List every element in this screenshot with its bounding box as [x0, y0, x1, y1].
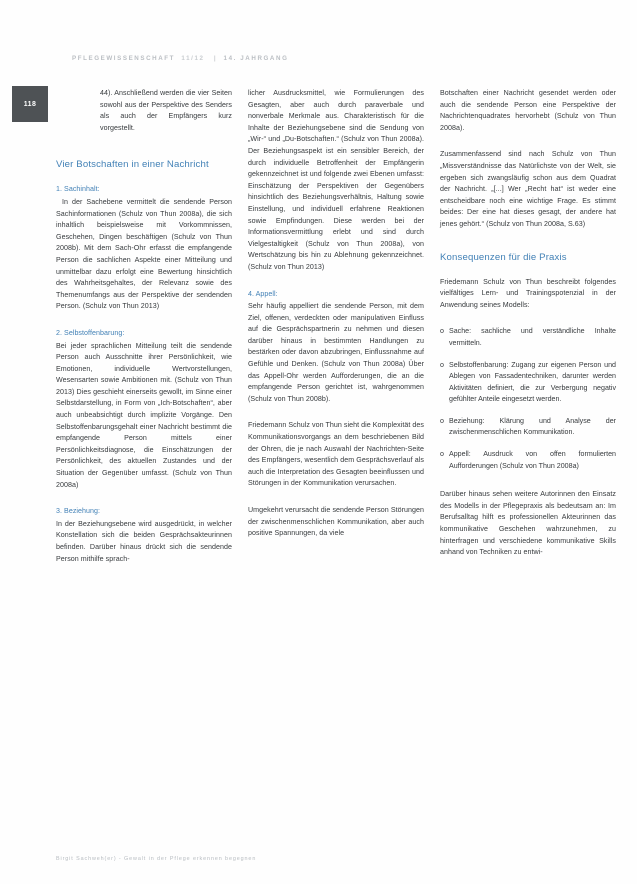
footer-credit: Birgit Sachweh(er) - Gewalt in der Pflege erkennen begegnen — [56, 856, 257, 862]
list-item-label: Selbstoffenbarung: Zugang zur eigenen Person und Ablegen von Fassadentechniken, darunter werden Aktivitäten definiert, die zur Verbergung negativ gefühlter Anteile eingesetzt werden. — [449, 360, 616, 404]
list-item — [440, 326, 616, 349]
bullet-marker-icon: o — [440, 360, 444, 369]
paragraph-darueber-hinaus: Darüber hinaus sehen weitere Autorinnen den Einsatz des Modells in der Pflegepraxis als bedeutsam an: Im Berufsalltag hilft es professionellen Akteurinnen das kommunikative Geschehen wahrzunehmen, zu hinterfragen und verschiedene kommunikative Skills anhand von Techniken zu entwi- — [440, 490, 616, 557]
heading-konsequenzen-praxis: Konsequenzen für die Praxis — [440, 251, 567, 263]
bullet-marker-icon: o — [440, 416, 444, 425]
running-head-journal: PFLEGEWISSENSCHAFT — [72, 55, 176, 62]
running-head-issue: 11/12 — [181, 55, 205, 62]
list-item — [440, 449, 616, 472]
heading-vier-botschaften: Vier Botschaften in einer Nachricht — [56, 159, 209, 171]
bullet-marker-icon: o — [440, 327, 444, 336]
paragraph-sachinhalt: In der Sachebene vermittelt die sendende Person Sachinformationen (Schulz von Thun 2008a), die sich inhaltlich beispielsweise mit Vorkommnissen, Geschehen, Dingen beschäftigen (Schulz von Thun 2008b). Mit dem Sach-Ohr erfasst die empfangende Person die sachlichen Aspekte einer Mitteilung und unmittelbar dazu erfolgt eine Bewertung hinsichtlich des Wahrheitsgehaltes, der Relevanz sowie des Themenumfangs aus der Perspektive der sendenden Person. (Schulz von Thun 2013) — [56, 197, 232, 311]
subheading-sachinhalt: 1. Sachinhalt: — [56, 185, 100, 194]
paragraph-umgekehrt: Umgekehrt verursacht die sendende Person Störungen der zwischenmenschlichen Kommunikation, aber auch positive Spannungen, da viele — [248, 506, 425, 538]
list-item-label: Beziehung: Klärung und Analyse der zwischenmenschlichen Kommunikation. — [449, 416, 616, 437]
subheading-selbstoffenbarung: 2. Selbstoffenbarung: — [56, 328, 125, 337]
column-1 — [56, 88, 232, 848]
running-head-separator: | — [213, 55, 218, 62]
paragraph-continued-c1: 44). Anschließend werden die vier Seiten sowohl aus der Perspektive des Senders als auch der Empfängers kurz vorgestellt. — [100, 89, 232, 132]
paragraph-komplexitaet: Friedemann Schulz von Thun sieht die Komplexität des Kommunikationsvorgangs an dem beschriebenen Bild der Ohren, die je nach Auswahl der Nachrichten-Seite des Empfängers, wesentlich dem Gesprächsverlauf als auch die Interpretation des Gesagten beeinflussen und Störungen in der Kommunikation verursachen. — [248, 421, 424, 488]
running-head-volume: 14. JAHRGANG — [223, 55, 289, 62]
list-item — [440, 416, 616, 439]
list-item-label: Sache: sachliche und verständliche Inhalte vermitteln. — [449, 327, 616, 347]
paragraph-selbstoffenbarung: Bei jeder sprachlichen Mitteilung teilt die sendende Person auch Ausschnitte ihrer Persönlichkeit, wie Emotionen, individuelle Wertvorstellungen, Wesensarten sowie Ambitionen mit. (Schulz von Thun 2013) Dies geschieht einerseits gewollt, im Sinne einer Selbstdarstellung, in Form von „Ich-Botschaften“, aber auch unbeabsichtigt durch implizite Vorgänge. Den Selbstoffenbarungsgehalt einer Nachricht bestimmt die empfangende Person mittels einer Persönlichkeitsdiagnose, die Einschätzungen der Persönlichkeit, des aktuellen Zustandes und der Situation der Gegenüber umfasst. (Schulz von Thun 2008a) — [56, 341, 232, 489]
paragraph-continued-c3: Botschaften einer Nachricht gesendet werden oder auch die sendende Person eine Perspektive der Nachrichtenquadrates hervorhebt (Schulz von Thun 2008a). — [440, 89, 616, 132]
paragraph-continued-c2: licher Ausdrucksmittel, wie Formulierungen des Gesagten, aber auch durch paraverbale und nonverbale Merkmale aus. Charakteristisch für die Inhalte der Beziehungsebene sind die Sendung von „Wir-“ und „Du-Botschaften.“ (Schulz von Thun 2008a). Der Beziehungsaspekt ist ein sensibler Bereich, der durch individuelle Betroffenheit der Empfängerin gekennzeichnet ist und folgende zwei Ebenen umfasst: Einschätzung der Perspektiven der Gegenübers hinsichtlich des Beziehungsverhältnis, Haltung sowie Einstellung, und individuell erfahrene Reaktionen sowie Empfindungen. Diese werden bei der Informationsvermittlung erlebt und sind durch Vielgestaltigkeit (Schulz von Thun 2008a), von Wertschätzung bis hin zu Ablehnung gekennzeichnet. (Schulz von Thun 2013) — [248, 89, 424, 271]
page-number: 118 — [23, 100, 37, 108]
running-head — [72, 55, 288, 62]
paragraph-lernpotenzial-intro: Friedemann Schulz von Thun beschreibt folgendes vielfältiges Lern- und Trainingspotenzial in der Anwendung seines Modells: — [440, 277, 616, 309]
column-2 — [248, 88, 424, 848]
list-item-label: Appell: Ausdruck von offen formulierten Aufforderungen (Schulz von Thun 2008a) — [449, 450, 616, 470]
bullet-marker-icon: o — [440, 450, 444, 459]
list-item — [440, 360, 616, 406]
column-3 — [440, 88, 616, 848]
paragraph-appell: Sehr häufig appelliert die sendende Person, mit dem Ziel, offenen, verdeckten oder manipulativen Einfluss auf die Gesprächspartnerin zu nehmen und diesen darüber hinaus in bestimmten Handlungen zu bestärken oder davon abzubringen, Einflussnahme auf Gefühle und Denken. (Schulz von Thun 2008a) Über das Appell-Ohr werden Aufforderungen, die an die empfangende Person gerichtet ist, wahrgenommen (Schulz von Thun 2008b). — [248, 302, 424, 403]
paragraph-zusammenfassend: Zusammenfassend sind nach Schulz von Thun „Missverständnisse das Natürlichste von der Welt, sie ergeben sich zwangsläufig schon aus dem Quadrat der Nachricht. „[...] Wer „Recht hat“ ist weder eine entscheidbare noch eine wichtige Frage. Es stimmt beides: Der eine hat dieses gesagt, der andere hat jenes gehört.“ (Schulz von Thun 2008a, S.63) — [440, 150, 616, 228]
praxis-bullet-list — [440, 326, 616, 472]
paragraph-beziehung: In der Beziehungsebene wird ausgedrückt, in welcher Konstellation sich die beiden Gesprächsakteurinnen befinden. Darüber hinaus drückt sich die sendende Person mithilfe sprach- — [56, 519, 232, 563]
subheading-beziehung: 3. Beziehung: — [56, 507, 101, 516]
article-columns — [56, 88, 618, 848]
subheading-appell: 4. Appell: — [248, 289, 278, 298]
page-number-badge — [12, 86, 48, 122]
